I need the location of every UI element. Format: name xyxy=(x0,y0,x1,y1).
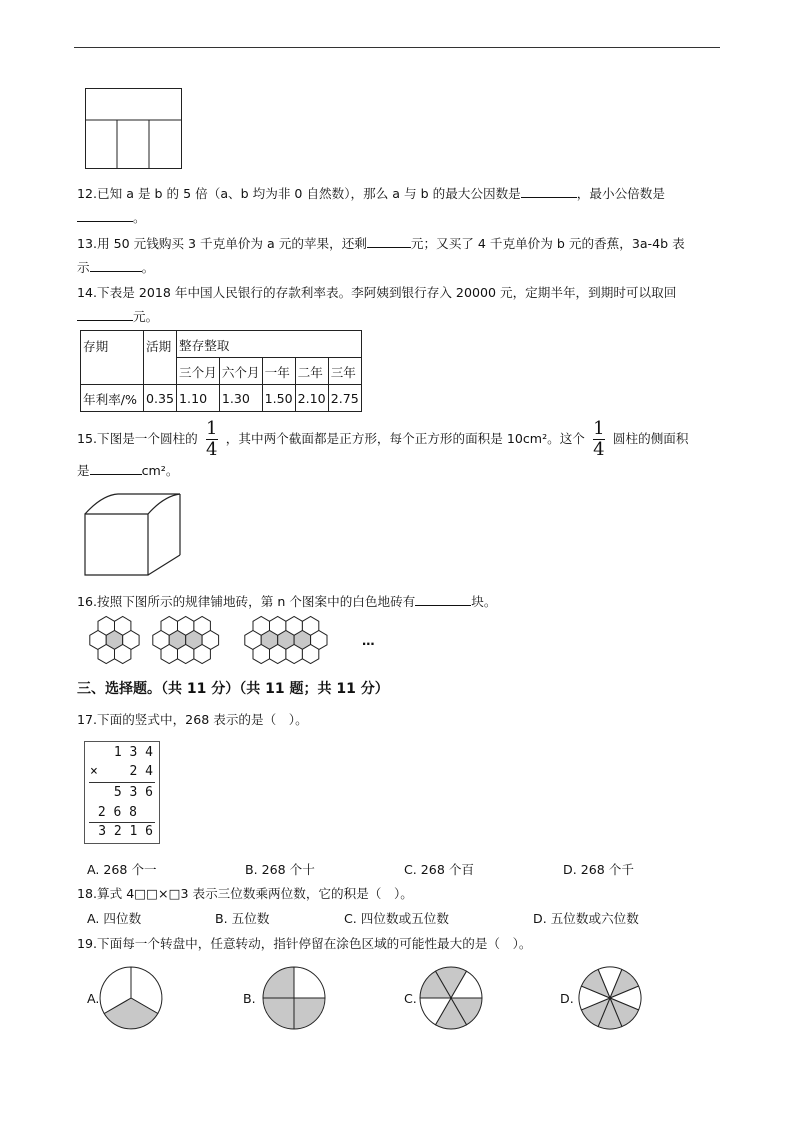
q19-option-c[interactable]: C. xyxy=(404,991,417,1006)
calc-row: 2 4 xyxy=(129,764,153,779)
q17-option-d[interactable]: D. 268 个千 xyxy=(563,862,634,877)
q15-text-a: 15.下图是一个圆柱的 xyxy=(77,431,198,446)
q17-option-c[interactable]: C. 268 个百 xyxy=(404,862,475,877)
fraction-one-quarter: $\frac{1}{4}$ xyxy=(593,417,605,460)
table-cell: 2.75 xyxy=(328,385,361,412)
q13-text-c: 示 xyxy=(77,260,90,275)
q13-end: 。 xyxy=(141,260,155,275)
q14-unit: 元。 xyxy=(133,309,159,324)
table-row-label: 年利率/% xyxy=(81,385,144,412)
q15-text-d: 是 xyxy=(77,463,90,478)
shaded-sector xyxy=(263,998,294,1029)
calc-row: 1 3 4 xyxy=(113,745,153,760)
q19-option-b[interactable]: B. xyxy=(243,991,256,1006)
pattern-ellipsis: … xyxy=(362,633,375,648)
table-cell: 1.30 xyxy=(219,385,262,412)
table-subheader: 三年 xyxy=(328,358,361,385)
calc-row: 5 3 6 xyxy=(113,785,153,800)
table-cell: 0.35 xyxy=(144,385,177,412)
q17-text: 17.下面的竖式中，268 表示的是（ ）。 xyxy=(77,712,308,727)
table-subheader: 三个月 xyxy=(177,358,220,385)
q17-option-a[interactable]: A. 268 个一 xyxy=(87,862,157,877)
q18-option-d[interactable]: D. 五位数或六位数 xyxy=(533,911,639,926)
table-subheader: 六个月 xyxy=(219,358,262,385)
calc-row: 2 6 8 xyxy=(97,805,137,820)
q12-text-mid: ，最小公倍数是 xyxy=(576,186,665,201)
shaded-sector xyxy=(294,998,325,1029)
q18-option-a[interactable]: A. 四位数 xyxy=(87,911,142,926)
q12-text: 12.已知 a 是 b 的 5 倍（a、b 均为非 0 自然数），那么 a 与 b 的最大公因数是 xyxy=(77,186,521,201)
shaded-sector xyxy=(263,967,294,998)
table-header-demand: 活期 xyxy=(144,331,177,385)
table-subheader: 二年 xyxy=(295,358,328,385)
q15-text-b: ，其中两个截面都是正方形，每个正方形的面积是 10cm²。这个 xyxy=(225,431,585,446)
q18-option-c[interactable]: C. 四位数或五位数 xyxy=(344,911,449,926)
table-cell: 2.10 xyxy=(295,385,328,412)
q18-option-b[interactable]: B. 五位数 xyxy=(215,911,270,926)
table-subheader: 一年 xyxy=(262,358,295,385)
table-header-fixed: 整存整取 xyxy=(177,331,362,358)
q17-option-b[interactable]: B. 268 个十 xyxy=(245,862,315,877)
q19-option-d[interactable]: D. xyxy=(560,991,574,1006)
table-cell: 1.10 xyxy=(177,385,220,412)
calc-row: 3 2 1 6 xyxy=(98,824,153,839)
times-sign: × xyxy=(90,764,98,779)
q15-text-e: cm²。 xyxy=(141,463,179,478)
q13-text-a: 13.用 50 元钱购买 3 千克单价为 a 元的苹果，还剩 xyxy=(77,236,367,251)
white-sector xyxy=(294,967,325,998)
table-header-period: 存期 xyxy=(81,331,144,385)
q19-option-a[interactable]: A. xyxy=(87,991,100,1006)
section-title-choice: 三、选择题。（共 11 分）（共 11 题；共 11 分） xyxy=(77,681,389,697)
q15-text-c: 圆柱的侧面积 xyxy=(612,431,689,446)
q14-text: 14.下表是 2018 年中国人民银行的存款利率表。李阿姨到银行存入 20000 元，定期半年，到期时可以取回 xyxy=(77,285,677,300)
q18-text: 18.算式 4□□×□3 表示三位数乘两位数，它的积是（ ）。 xyxy=(77,886,413,901)
fraction-one-quarter: $\frac{1}{4}$ xyxy=(206,417,218,460)
table-cell: 1.50 xyxy=(262,385,295,412)
q12-end: 。 xyxy=(133,210,146,225)
q19-text: 19.下面每一个转盘中，任意转动，指针停留在涂色区域的可能性最大的是（ ）。 xyxy=(77,936,532,951)
q16-text: 16.按照下图所示的规律铺地砖，第 n 个图案中的白色地砖有 xyxy=(77,594,416,609)
q16-end: 块。 xyxy=(471,594,497,609)
q13-text-b: 元；又买了 4 千克单价为 b 元的香蕉，3a-4b 表 xyxy=(410,236,685,251)
